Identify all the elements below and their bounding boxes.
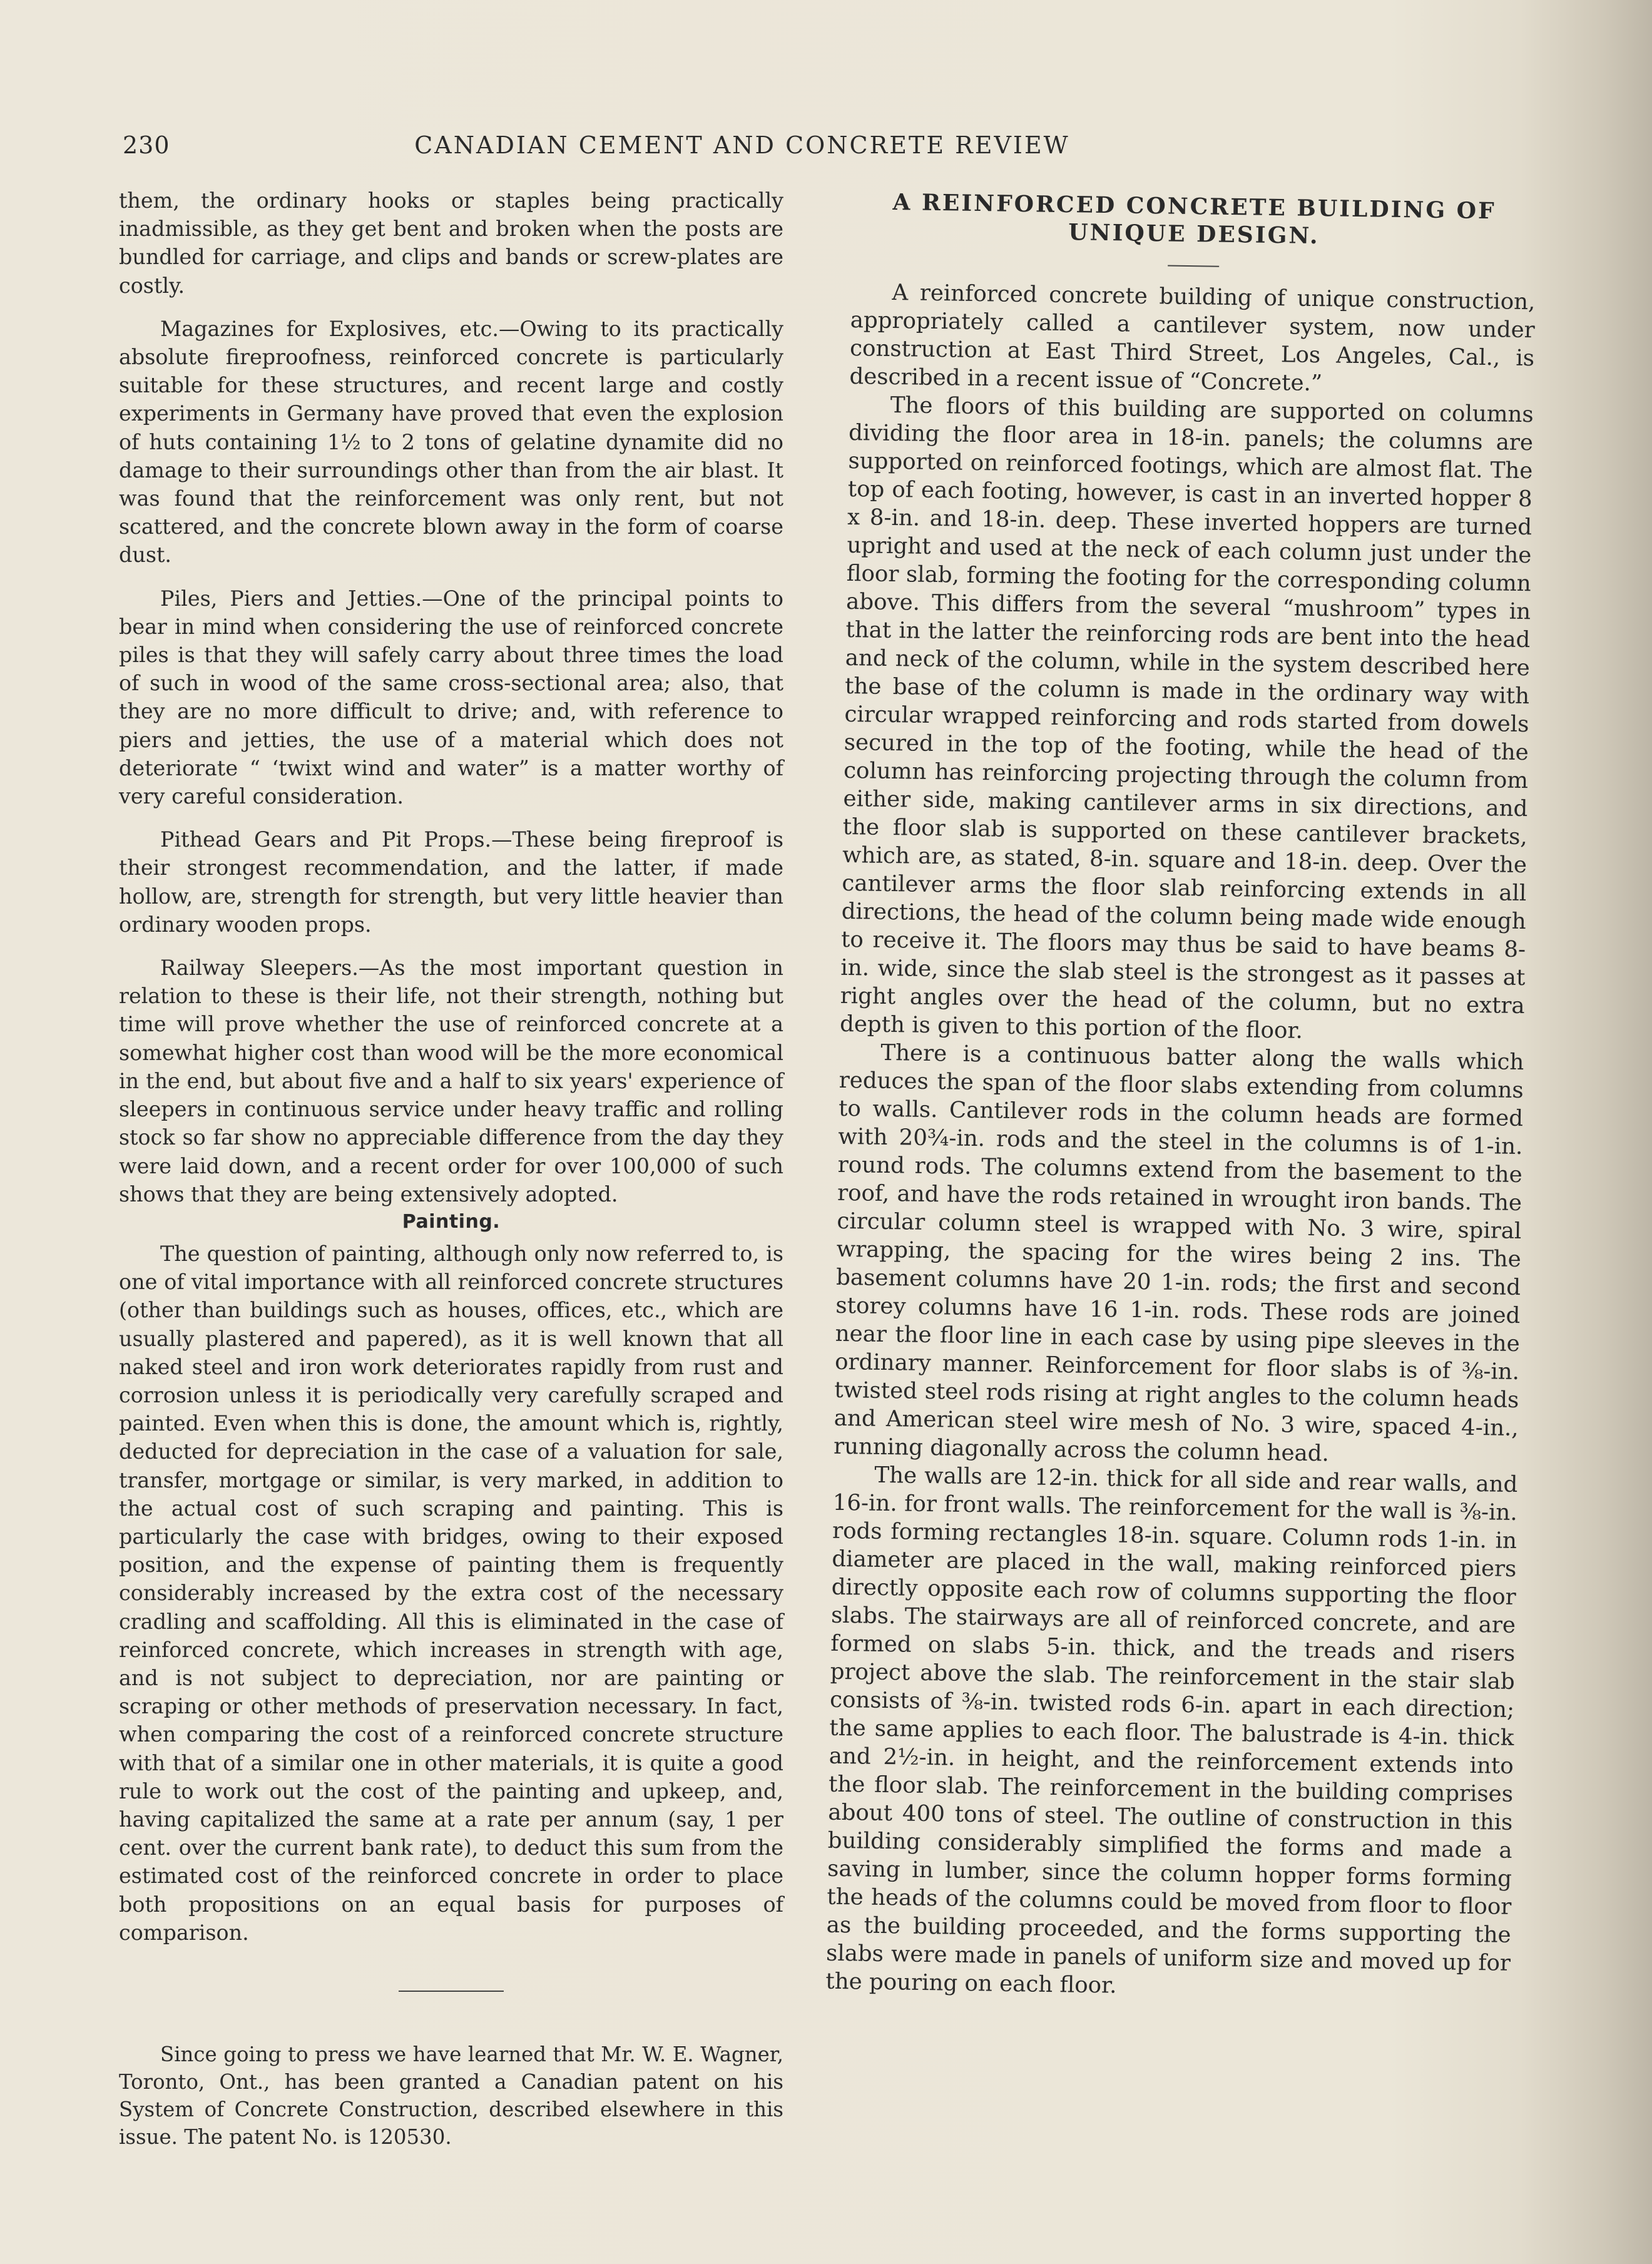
paragraph-fence-posts-continued: them, the ordinary hooks or staples being practically inadmissible, as they get bent and broken when the posts are bundled for carriage, and clips and bands or screw-plates are costly. [119, 188, 783, 298]
running-head [123, 131, 1549, 166]
paragraph-intro: A reinforced concrete building of unique construction, appropriately called a cantilever system, now under construction at East Third Street, Los Angeles, Cal., is described in a recent issue of “Concrete.” [849, 279, 1536, 397]
paragraph-walls-stairways: The walls are 12-in. thick for all side and rear walls, and 16-in. for front walls. The reinforcement for the wall is ⅜-in. rods forming rectangles 18-in. square. Column rods 1-in. in diameter are placed in the wall, making reinforced piers directly opposite each row of columns supporting the floor slabs. The stairways are all of reinforced concrete, and are formed on slabs 5-in. thick, and the treads and risers project above the slab. The reinforcement in the stair slab consists of ⅜-in. twisted rods 6-in. apart in each direction; the same applies to each floor. The balustrade is 4-in. thick and 2½-in. in height, and the reinforcement extends into the floor slab. The reinforcement in the building comprises about 400 tons of steel. The outline of construction in this building considerably simplified the forms and made a saving in lumber, since the column hopper forms forming the heads of the columns could be moved from floor to floor as the building proceeded, and the forms supporting the slabs were made in panels of uniform size and moved up for the pouring on each floor. [825, 1462, 1518, 1999]
left-column [119, 186, 783, 2151]
page-number: 230 [123, 131, 170, 159]
paragraph-floors-columns: The floors of this building are supported on columns dividing the floor area in 18-in. panels; the columns are supported on reinforced footings, which are almost flat. The top of each footing, however, is cast in an inverted hopper 8 x 8-in. and 18-in. deep. These inverted hoppers are turned upright and used at the neck of each column just under the floor slab, forming the footing for the corresponding column above. This differs from the several “mushroom” types in that in the latter the reinforcing rods are bent into the head and neck of the column, while in the system described here the base of the column is made in the ordinary way with circular wrapped reinforcing and rods started from dowels secured in the top of the footing, while the head of the column has reinforcing projecting through the column from either side, making cantilever arms in six directions, and the floor slab is supported on these cantilever brackets, which are, as stated, 8-in. square and 18-in. deep. Over the cantilever arms the floor slab reinforcing extends in all directions, the head of the column being made wide enough to receive it. The floors may thus be said to have beams 8-in. wide, since the slab steel is the strongest as it passes at right angles over the head of the column, but no extra depth is given to this portion of the floor. [839, 392, 1534, 1044]
paragraph-magazines-explosives: Magazines for Explosives, etc.—Owing to its practically absolute fireproofness, reinforced concrete is particularly suitable for these structures, and recent large and costly experiments in Germany have proved that even the explosion of huts containing 1½ to 2 tons of gelatine dynamite did no damage to their surroundings other than from the air blast. It was found that the reinforcement was only rent, but not scattered, and the concrete blown away in the form of coarse dust. [119, 316, 783, 568]
paragraph-patent-note: Since going to press we have learned that Mr. W. E. Wagner, Toronto, Ont., has been granted a Canadian patent on his System of Concrete Construction, described elsewhere in this issue. The patent No. is 120530. [119, 2042, 783, 2149]
divider-rule [399, 1991, 504, 1992]
paragraph-railway-sleepers: Railway Sleepers.—As the most important question in relation to these is their life, not their strength, nothing but time will prove whether the use of reinforced concrete at a somewhat higher cost than wood will be the more economical in the end, but about five and a half to six years' experience of sleepers in continuous service under heavy traffic and rolling stock so far show no appreciable difference from the day they were laid down, and a recent order for over 100,000 of such shows that they are being extensively adopted. [119, 956, 783, 1206]
paragraph-walls-batter: There is a continuous batter along the walls which reduces the span of the floor slabs extending from columns to walls. Cantilever rods in the column heads are formed with 20¾-in. rods and the steel in the columns is of 1-in. round rods. The columns extend from the basement to the roof, and have the rods retained in wrought iron bands. The circular column steel is wrapped with No. 3 wire, spiral wrapping, the spacing for the wires being 2 ins. The basement columns have 20 1-in. rods; the first and second storey columns have 16 1-in. rods. These rods are joined near the floor line in each case by using pipe sleeves in the ordinary manner. Reinforcement for floor slabs is of ⅜-in. twisted steel rods rising at right angles to the column heads and American steel wire mesh of No. 3 wire, spaced 4-in., running diagonally across the column head. [833, 1039, 1524, 1467]
section-heading-painting: Painting. [402, 1210, 501, 1233]
right-column [825, 186, 1537, 2006]
journal-title: CANADIAN CEMENT AND CONCRETE REVIEW [414, 131, 1070, 159]
paragraph-pithead-gears: Pithead Gears and Pit Props.—These being fireproof is their strongest recommendation, and the latter, if made hollow, are, strength for strength, but very little heavier than ordinary wooden props. [119, 827, 783, 937]
title-rule [1168, 265, 1219, 267]
paragraph-piles-piers-jetties: Piles, Piers and Jetties.—One of the principal points to bear in mind when considering the use of reinforced concrete piles is that they will safely carry about three times the load of such in wood of the same cross-sectional area; also, that they are no more difficult to drive; and, with reference to piers and jetties, the use of a material which does not deteriorate “ ‘twixt wind and water” is a matter worthy of very careful consideration. [119, 586, 783, 809]
article-title: A REINFORCED CONCRETE BUILDING OF UNIQUE DESIGN. [892, 188, 1496, 250]
paragraph-painting: The question of painting, although only now referred to, is one of vital importance with all reinforced concrete structures (other than buildings such as houses, offices, etc., which are usually plastered and papered), as it is well known that all naked steel and iron work deteriorates rapidly from rust and corrosion unless it is periodically very carefully scraped and painted. Even when this is done, the amount which is, rightly, deducted for depreciation in the case of a valuation for sale, transfer, mortgage or similar, is very marked, in addition to the actual cost of such scraping and painting. This is particularly the case with bridges, owing to their exposed position, and the expense of painting them is frequently considerably increased by the extra cost of the necessary cradling and scaffolding. All this is eliminated in the case of reinforced concrete, which increases in strength with age, and is not subject to depreciation, nor are painting or scraping or other methods of preservation necessary. In fact, when comparing the cost of a reinforced concrete structure with that of a similar one in other materials, it is quite a good rule to work out the cost of the painting and upkeep, and, having capitalized the same at a rate per annum (say, 1 per cent. over the current bank rate), to deduct this sum from the estimated cost of the reinforced concrete in order to place both propositions on an equal basis for purposes of comparison. [119, 1241, 783, 1945]
